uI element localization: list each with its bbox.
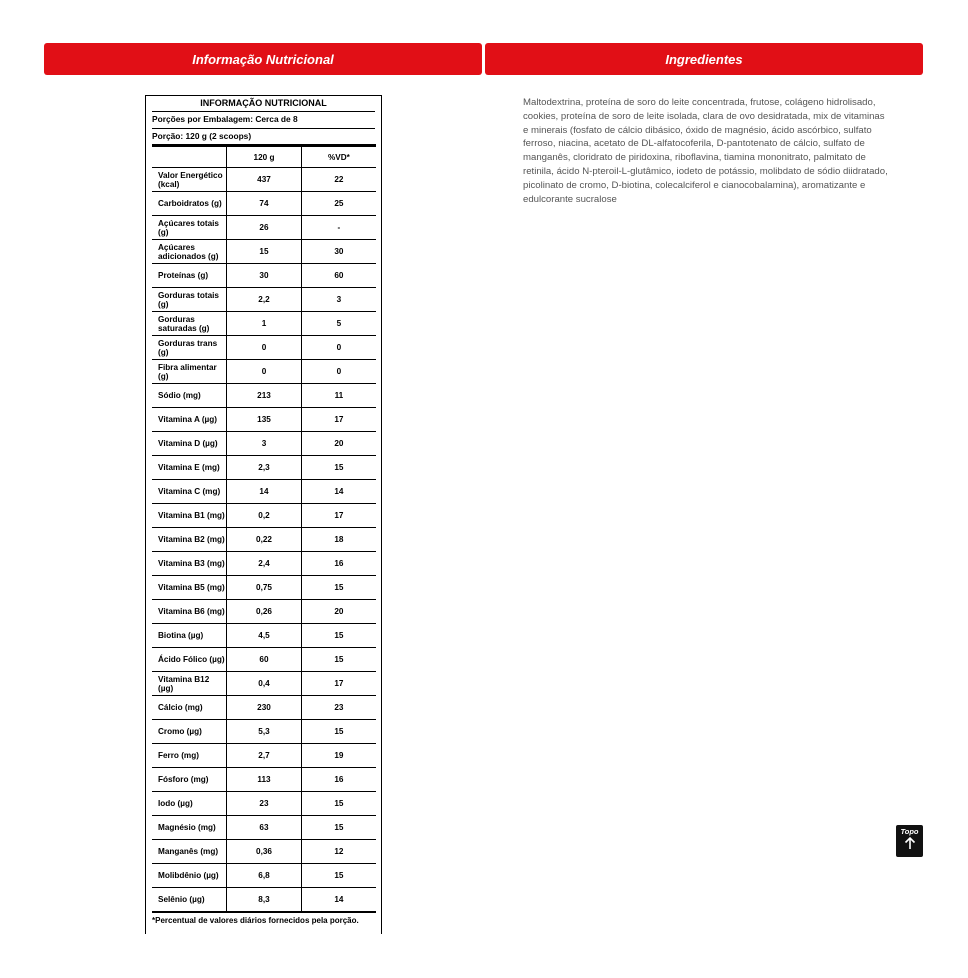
nutrient-amount: 0,36: [227, 840, 302, 864]
nutrient-amount: 230: [227, 696, 302, 720]
ingredients-text: Maltodextrina, proteína de soro do leite concentrada, frutose, colágeno hidrolisado, cookies, proteína de soro de leite isolada, clara de ovo desidratada, mix de vitaminas e minerais (fosfato de cálcio dibásico, óxido de magnésio, ácido ascórbico, sulfato ferroso, niacina, acetato de DL-alfatocoferila, D-pantotenato de cálcio, sulfato de manganês, cloridrato de piridoxina, riboflavina, tiamina mononitrato, palmitato de retinila, ácido N-pteroil-L-glutâmico, iodeto de potássio, molibdato de sódio diidratado, picolinato de cromo, D-biotina, colecalciferol e cianocobalamina), aromatizante e edulcorante sucralose: [523, 97, 888, 205]
nutrient-amount: 0,2: [227, 504, 302, 528]
nutrient-name: Vitamina B12 (µg): [152, 672, 227, 696]
table-row: [152, 312, 376, 336]
table-row: [152, 384, 376, 408]
nutrient-name: Molibdênio (µg): [152, 864, 227, 888]
nutrient-name: Açúcares adicionados (g): [152, 240, 227, 264]
nutrient-daily-value: 25: [301, 192, 376, 216]
tab-ingredientes[interactable]: [485, 43, 923, 75]
nutrient-name: Vitamina B6 (mg): [152, 600, 227, 624]
nutrient-daily-value: 19: [301, 744, 376, 768]
nutrient-name: Vitamina B1 (mg): [152, 504, 227, 528]
nutrient-amount: 0: [227, 360, 302, 384]
nutrient-amount: 213: [227, 384, 302, 408]
nutrient-amount: 63: [227, 816, 302, 840]
nutrient-amount: 2,3: [227, 456, 302, 480]
nutrient-amount: 135: [227, 408, 302, 432]
nutrient-amount: 113: [227, 768, 302, 792]
nutrient-name: Vitamina D (µg): [152, 432, 227, 456]
nutrient-daily-value: 15: [301, 576, 376, 600]
nutrient-daily-value: 17: [301, 672, 376, 696]
back-to-top-button[interactable]: [896, 825, 923, 857]
header-amount: 120 g: [227, 146, 302, 168]
table-row: [152, 456, 376, 480]
servings-per-package: Porções por Embalagem: Cerca de 8: [152, 112, 375, 129]
nutrient-name: Fibra alimentar (g): [152, 360, 227, 384]
nutrient-daily-value: 3: [301, 288, 376, 312]
nutrient-name: Ferro (mg): [152, 744, 227, 768]
nutrient-amount: 8,3: [227, 888, 302, 913]
nutrient-daily-value: 15: [301, 456, 376, 480]
tab-label: Ingredientes: [665, 51, 743, 67]
nutrient-amount: 1: [227, 312, 302, 336]
nutrient-name: Vitamina B2 (mg): [152, 528, 227, 552]
header-blank: [152, 146, 227, 168]
nutrient-daily-value: -: [301, 216, 376, 240]
nutrient-daily-value: 22: [301, 168, 376, 192]
nutrition-facts-table: [145, 95, 382, 934]
nutrient-amount: 14: [227, 480, 302, 504]
nutrient-name: Açúcares totais (g): [152, 216, 227, 240]
nutrient-daily-value: 14: [301, 480, 376, 504]
table-row: [152, 888, 376, 913]
table-row: [152, 504, 376, 528]
nutrient-amount: 15: [227, 240, 302, 264]
nutrient-name: Sódio (mg): [152, 384, 227, 408]
nutrient-daily-value: 0: [301, 336, 376, 360]
nutrient-amount: 0,22: [227, 528, 302, 552]
nutrition-footnote: *Percentual de valores diários fornecidos pela porção.: [152, 916, 359, 925]
table-row: [152, 240, 376, 264]
table-row: [152, 168, 376, 192]
nutrient-name: Carboidratos (g): [152, 192, 227, 216]
nutrient-amount: 0,75: [227, 576, 302, 600]
nutrient-name: Ácido Fólico (µg): [152, 648, 227, 672]
nutrient-amount: 2,7: [227, 744, 302, 768]
nutrient-daily-value: 15: [301, 816, 376, 840]
nutrient-daily-value: 5: [301, 312, 376, 336]
nutrient-amount: 0,4: [227, 672, 302, 696]
nutrient-daily-value: 18: [301, 528, 376, 552]
nutrient-name: Cromo (µg): [152, 720, 227, 744]
nutrient-amount: 2,2: [227, 288, 302, 312]
nutrient-daily-value: 20: [301, 600, 376, 624]
nutrition-header-row: [152, 146, 376, 168]
nutrient-daily-value: 17: [301, 408, 376, 432]
nutrient-name: Iodo (µg): [152, 792, 227, 816]
nutrient-daily-value: 15: [301, 624, 376, 648]
nutrient-name: Fósforo (mg): [152, 768, 227, 792]
nutrition-title: INFORMAÇÃO NUTRICIONAL: [152, 96, 375, 112]
table-row: [152, 840, 376, 864]
nutrient-amount: 23: [227, 792, 302, 816]
tab-label: Informação Nutricional: [192, 51, 334, 67]
nutrient-daily-value: 15: [301, 720, 376, 744]
serving-size: Porção: 120 g (2 scoops): [152, 130, 252, 141]
back-to-top-label: Topo: [900, 827, 919, 836]
nutrient-name: Gorduras totais (g): [152, 288, 227, 312]
nutrient-daily-value: 12: [301, 840, 376, 864]
nutrient-name: Magnésio (mg): [152, 816, 227, 840]
nutrient-daily-value: 20: [301, 432, 376, 456]
nutrient-name: Gorduras trans (g): [152, 336, 227, 360]
nutrient-amount: 6,8: [227, 864, 302, 888]
nutrient-daily-value: 60: [301, 264, 376, 288]
tab-informacao-nutricional[interactable]: [44, 43, 482, 75]
nutrient-daily-value: 14: [301, 888, 376, 913]
table-row: [152, 528, 376, 552]
nutrient-daily-value: 17: [301, 504, 376, 528]
table-row: [152, 360, 376, 384]
nutrient-amount: 437: [227, 168, 302, 192]
nutrient-amount: 26: [227, 216, 302, 240]
table-row: [152, 576, 376, 600]
table-row: [152, 696, 376, 720]
nutrient-amount: 5,3: [227, 720, 302, 744]
table-row: [152, 192, 376, 216]
nutrient-amount: 3: [227, 432, 302, 456]
nutrient-daily-value: 16: [301, 768, 376, 792]
table-row: [152, 720, 376, 744]
table-row: [152, 792, 376, 816]
nutrient-name: Vitamina A (µg): [152, 408, 227, 432]
table-row: [152, 336, 376, 360]
table-row: [152, 432, 376, 456]
nutrient-daily-value: 0: [301, 360, 376, 384]
table-row: [152, 288, 376, 312]
table-row: [152, 408, 376, 432]
nutrient-name: Gorduras saturadas (g): [152, 312, 227, 336]
table-row: [152, 552, 376, 576]
table-row: [152, 648, 376, 672]
nutrient-daily-value: 23: [301, 696, 376, 720]
nutrient-amount: 2,4: [227, 552, 302, 576]
nutrient-name: Cálcio (mg): [152, 696, 227, 720]
nutrient-amount: 0: [227, 336, 302, 360]
nutrient-daily-value: 15: [301, 792, 376, 816]
table-row: [152, 480, 376, 504]
nutrient-daily-value: 30: [301, 240, 376, 264]
nutrient-amount: 0,26: [227, 600, 302, 624]
table-row: [152, 768, 376, 792]
nutrient-amount: 60: [227, 648, 302, 672]
nutrient-name: Vitamina B5 (mg): [152, 576, 227, 600]
nutrient-amount: 4,5: [227, 624, 302, 648]
header-daily-value: %VD*: [301, 146, 376, 168]
nutrient-name: Vitamina C (mg): [152, 480, 227, 504]
table-row: [152, 624, 376, 648]
nutrient-daily-value: 15: [301, 864, 376, 888]
table-row: [152, 744, 376, 768]
table-row: [152, 816, 376, 840]
nutrition-grid: [152, 144, 376, 913]
nutrient-name: Selênio (µg): [152, 888, 227, 913]
nutrient-name: Vitamina B3 (mg): [152, 552, 227, 576]
nutrient-amount: 74: [227, 192, 302, 216]
nutrient-amount: 30: [227, 264, 302, 288]
nutrient-daily-value: 11: [301, 384, 376, 408]
nutrient-name: Valor Energético (kcal): [152, 168, 227, 192]
table-row: [152, 264, 376, 288]
nutrient-daily-value: 15: [301, 648, 376, 672]
table-row: [152, 672, 376, 696]
nutrient-name: Vitamina E (mg): [152, 456, 227, 480]
nutrient-daily-value: 16: [301, 552, 376, 576]
table-row: [152, 600, 376, 624]
arrow-up-icon: [904, 837, 916, 850]
table-row: [152, 864, 376, 888]
table-row: [152, 216, 376, 240]
nutrient-name: Biotina (µg): [152, 624, 227, 648]
nutrient-name: Proteínas (g): [152, 264, 227, 288]
nutrient-name: Manganês (mg): [152, 840, 227, 864]
